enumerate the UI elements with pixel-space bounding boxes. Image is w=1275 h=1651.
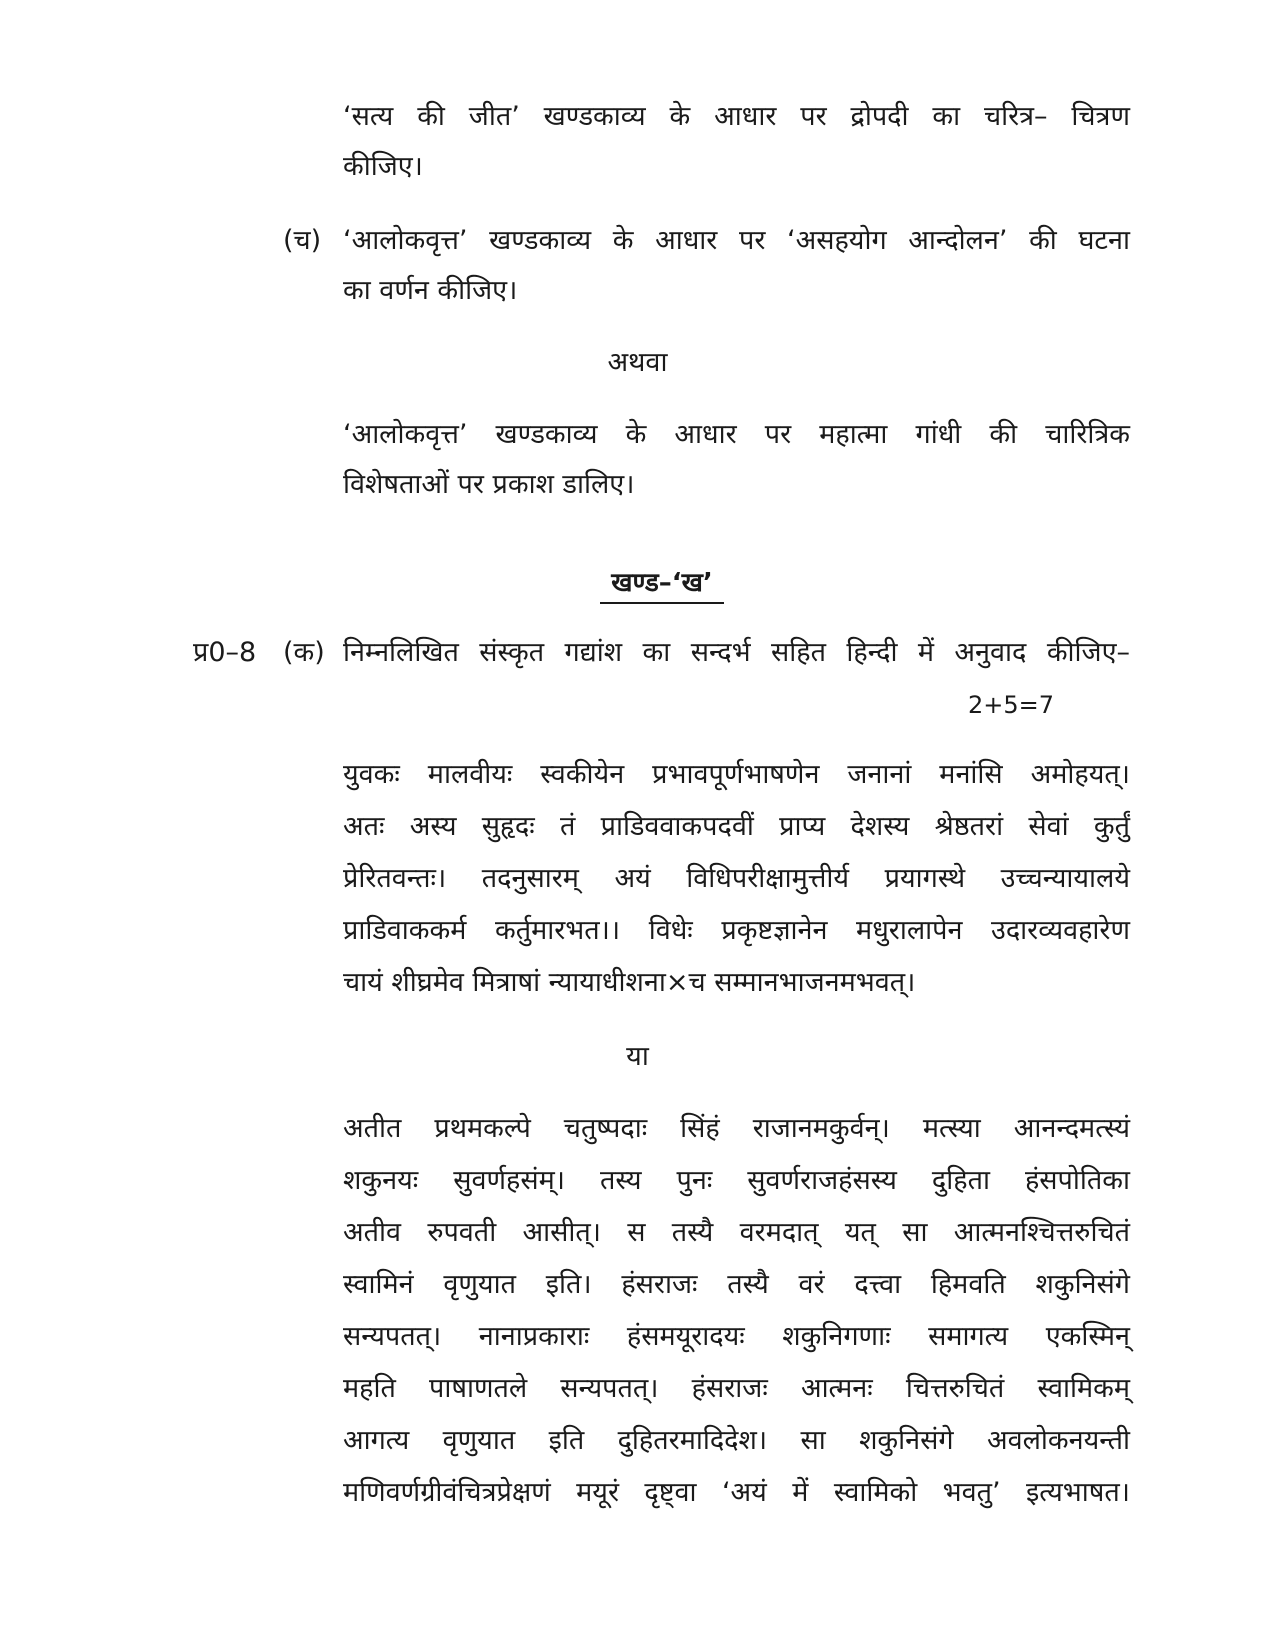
question-e-or-line-2: कीजिए। <box>343 151 423 182</box>
question-f-or-line-2: विशेषताओं पर प्रकाश डालिए। <box>343 469 635 500</box>
question-8-sub-label: (क) <box>283 637 325 668</box>
section-heading: खण्ड–‘ख’ <box>600 566 724 604</box>
passage-1-line-3: प्रेरितवन्तः। तदनुसारम् अयं विधिपरीक्षामुत्तीर्य प्रयागस्थे उच्चन्यायालये <box>343 863 1130 894</box>
passage-2-line-4: स्वामिनं वृणुयात इति। हंसराजः तस्यै वरं दत्त्वा हिमवति शकुनिसंगे <box>343 1269 1130 1300</box>
question-f-line-1: ‘आलोकवृत्त’ खण्डकाव्य के आधार पर ‘असहयोग आन्दोलन’ की घटना <box>343 225 1130 256</box>
question-f-label: (च) <box>283 225 322 256</box>
passage-2-line-2: शकुनयः सुवर्णहसंम्। तस्य पुनः सुवर्णराजहंसस्य दुहिता हंसपोतिका <box>343 1165 1130 1196</box>
question-f-or-line-1: ‘आलोकवृत्त’ खण्डकाव्य के आधार पर महात्मा गांधी की चारित्रिक <box>343 419 1130 450</box>
question-8-marks: 2+5=7 <box>968 691 1055 719</box>
question-e-or-line-1: ‘सत्य की जीत’ खण्डकाव्य के आधार पर द्रोपदी का चरित्र– चित्रण <box>343 101 1130 132</box>
or-label: अथवा <box>607 347 668 378</box>
passage-2-line-1: अतीत प्रथमकल्पे चतुष्पदाः सिंहं राजानमकुर्वन्। मत्स्या आनन्दमत्स्यं <box>343 1113 1130 1144</box>
passage-1-line-2: अतः अस्य सुहृदः तं प्राडिववाकपदवीं प्राप्य देशस्य श्रेष्ठतरां सेवां कुर्तुं <box>343 811 1130 842</box>
passage-2-line-5: सन्यपतत्। नानाप्रकाराः हंसमयूरादयः शकुनिगणाः समागत्य एकस्मिन् <box>343 1321 1130 1352</box>
passage-1-line-5: चायं शीघ्रमेव मित्राषां न्यायाधीशना×च सम्मानभाजनमभवत्। <box>343 967 916 998</box>
question-8-instruction: निम्नलिखित संस्कृत गद्यांश का सन्दर्भ सहित हिन्दी में अनुवाद कीजिए– <box>343 637 1130 668</box>
passage-1-line-4: प्राडिवाककर्म कर्तुमारभत।। विधेः प्रकृष्टज्ञानेन मधुरालापेन उदारव्यवहारेण <box>343 915 1130 946</box>
passage-2-line-3: अतीव रुपवती आसीत्। स तस्यै वरमदात् यत् सा आत्मनश्चित्तरुचितं <box>343 1217 1130 1248</box>
passage-2-line-6: महति पाषाणतले सन्यपतत्। हंसराजः आत्मनः चित्तरुचितं स्वामिकम् <box>343 1373 1130 1404</box>
passage-2-line-8: मणिवर्णग्रीवंचित्रप्रेक्षणं मयूरं दृष्ट्वा ‘अयं में स्वामिको भवतु’ इत्यभाषत। <box>343 1477 1130 1508</box>
passage-1-line-1: युवकः मालवीयः स्वकीयेन प्रभावपूर्णभाषणेन जनानां मनांसि अमोहयत्। <box>343 759 1130 790</box>
question-8-number: प्र0–8 <box>193 637 257 668</box>
or-label-2: या <box>626 1041 649 1072</box>
question-f-line-2: का वर्णन कीजिए। <box>343 275 518 306</box>
passage-2-line-7: आगत्य वृणुयात इति दुहितरमादिदेश। सा शकुनिसंगे अवलोकनयन्ती <box>343 1425 1130 1456</box>
